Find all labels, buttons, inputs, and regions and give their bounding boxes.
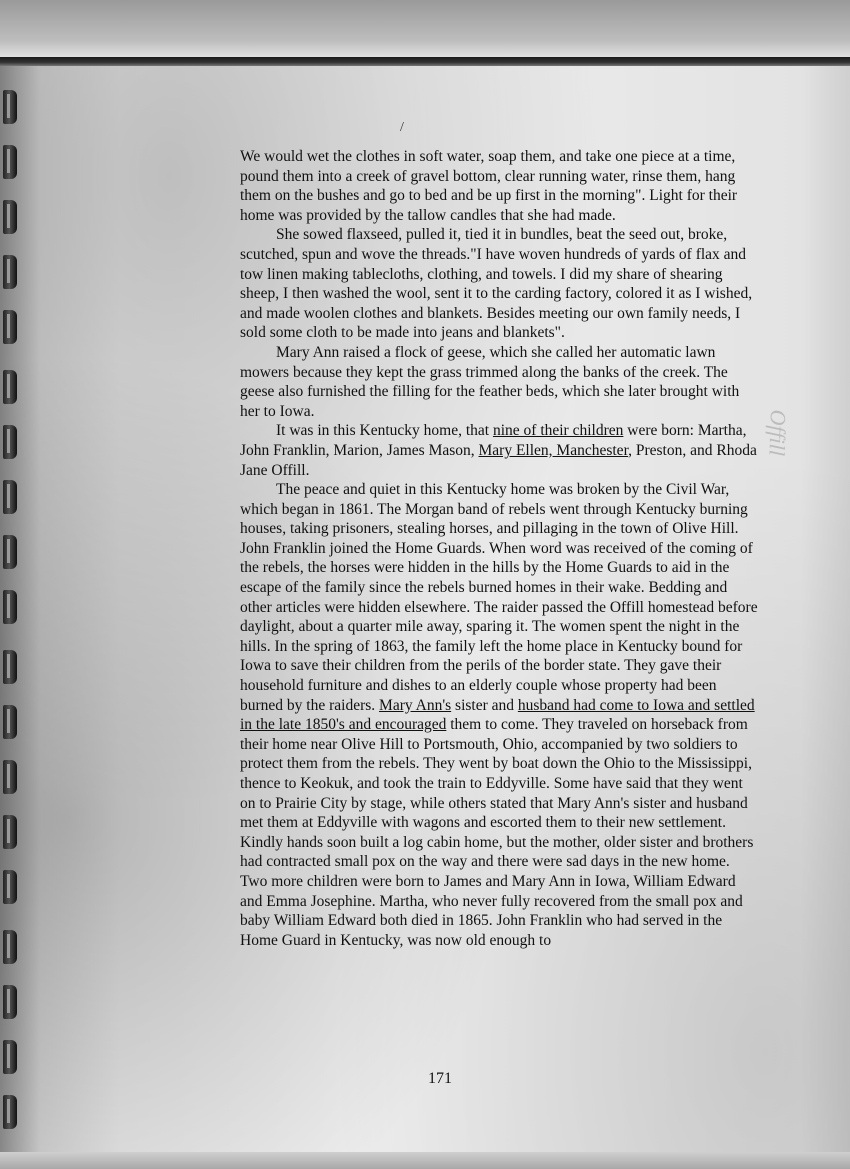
- paragraph: [240, 480, 760, 950]
- page-bottom-edge: [0, 1152, 850, 1169]
- binding-ring: [3, 145, 17, 179]
- paragraph: She sowed flaxseed, pulled it, tied it in bundles, beat the seed out, broke, scutched, spun and wove the threads."I have woven hundreds of yards of flax and tow linen making tablecloths, clothing, and towels. I did my share of shearing sheep, I then washed the wool, sent it to the carding factory, colored it as I wished, and made woolen clothes and blankets. Besides meeting our own family needs, I sold some cloth to be made into jeans and blankets".: [240, 226, 753, 342]
- page-top-rule: [0, 57, 850, 66]
- binding-ring: [3, 760, 17, 794]
- paragraph: Mary Ann raised a flock of geese, which she called her automatic lawn mowers because they kept the grass trimmed along the banks of the creek. The geese also furnished the filling for the feather beds, which she later brought with her to Iowa.: [240, 343, 740, 420]
- binding-ring: [3, 480, 17, 514]
- spiral-binding: [0, 80, 26, 1160]
- underlined-text: Mary Ellen, Manchester: [478, 441, 629, 459]
- handwritten-margin-note: Offill: [764, 409, 791, 457]
- binding-ring: [3, 815, 17, 849]
- page-number: 171: [428, 1070, 452, 1087]
- underlined-text: husband had come to Iowa and settled in the late 1850's and encouraged: [240, 696, 755, 734]
- text-run: , Preston, and Rhoda Jane Offill.: [240, 441, 757, 479]
- text-run: them to come. They traveled on horseback from their home near Olive Hill to Portsmouth, Ohio, accompanied by two soldiers to protect them from the rebels. They went by boat down the Ohio to the Mississippi, thence to Keokuk, and took the train to Eddyville. Some have said that they went on to Prairie City by stage, while others stated that Mary Ann's sister and husband met them at Eddyville with wagons and escorted them to their new settlement. Kindly hands soon built a log cabin home, but the mother, older sister and brothers had contracted small pox on the way and there were sad days in the new home. Two more children were born to James and Mary Ann in Iowa, William Edward and Emma Josephine. Martha, who never fully recovered from the small pox and baby William Edward both died in 1865. John Franklin who had served in the Home Guard in Kentucky, was now old enough to: [240, 716, 754, 949]
- paragraph: We would wet the clothes in soft water, soap them, and take one piece at a time, pound them into a creek of gravel bottom, clear running water, rinse them, hang them on the bushes and go to bed and be up first in the morning". Light for their home was provided by the tallow candles that she had made.: [240, 148, 738, 224]
- pen-mark: /: [400, 120, 404, 135]
- binding-ring: [3, 705, 17, 739]
- text-run: The peace and quiet in this Kentucky home was broken by the Civil War, which began in 1861. The Morgan band of rebels went through Kentucky burning houses, taking prisoners, stealing horses, and pillaging in the town of Olive Hill. John Franklin joined the Home Guards. When word was received of the coming of the rebels, the horses were hidden in the hills by the Home Guards to aid in the escape of the family since the rebels burned homes in their wake. Bedding and other articles were hidden elsewhere. The raider passed the Offill homestead before daylight, about a quarter mile away, sparing it. The women spent the night in the hills. In the spring of 1863, the family left the home place in Kentucky bound for Iowa to save their children from the perils of the border state. They gave their household furniture and dishes to an elderly couple whose property had been burned by the raiders.: [240, 481, 758, 714]
- binding-ring: [3, 930, 17, 964]
- binding-ring: [3, 985, 17, 1019]
- binding-ring: [3, 650, 17, 684]
- underlined-text: Mary Ann's: [379, 696, 452, 714]
- binding-ring: [3, 310, 17, 344]
- binding-ring: [3, 1040, 17, 1074]
- binding-ring: [3, 870, 17, 904]
- binding-ring: [3, 90, 17, 124]
- binding-ring: [3, 200, 17, 234]
- binding-ring: [3, 590, 17, 624]
- binding-ring: [3, 425, 17, 459]
- text-run: sister and: [451, 696, 518, 714]
- binding-ring: [3, 255, 17, 289]
- binding-ring: [3, 1095, 17, 1129]
- underlined-text: nine of their children: [492, 422, 624, 440]
- page-top-edge: [0, 0, 850, 58]
- binding-ring: [3, 370, 17, 404]
- binding-ring: [3, 535, 17, 569]
- body-text: [240, 147, 760, 950]
- text-run: It was in this Kentucky home, that: [276, 422, 493, 440]
- text-run: were born: Martha, John Franklin, Marion, James Mason,: [240, 422, 747, 459]
